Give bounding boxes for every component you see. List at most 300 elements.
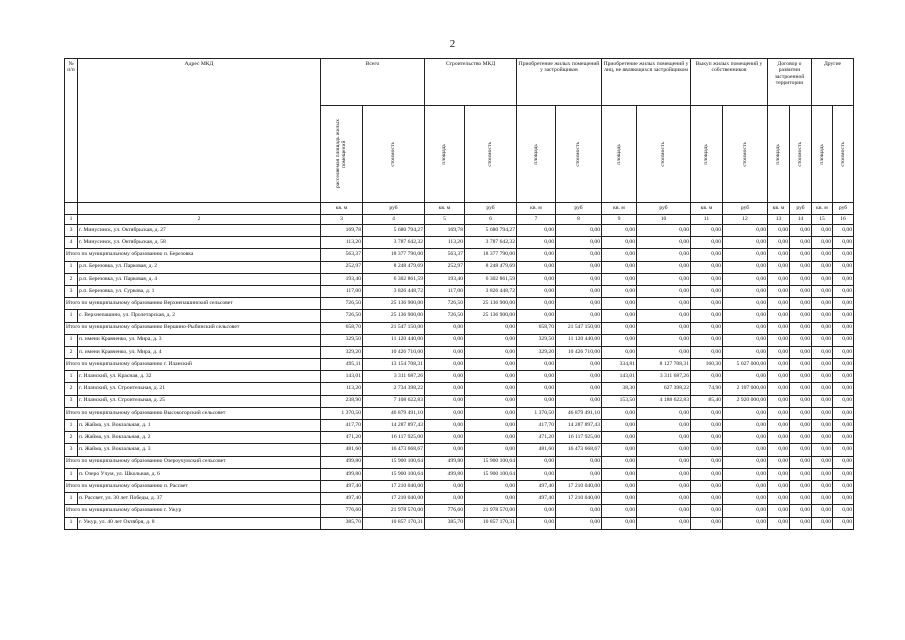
value-cell: 0,00 [812,359,833,371]
value-cell: 0,00 [556,395,602,407]
value-cell: 113,20 [425,237,465,249]
column-number-cell: 1 [65,215,78,225]
subtotal-row [65,322,854,334]
unit-cell: кв. м [321,203,363,215]
value-cell: 0,00 [517,395,556,407]
resettlement-table [64,58,854,530]
header-sub-label: расселяемая площадь жилых помещений [335,119,348,189]
value-cell: 0,00 [517,261,556,273]
value-cell: 21 978 570,00 [363,505,425,517]
header-sub-cell [321,106,363,203]
value-cell: 0,00 [602,420,637,432]
value-cell: 0,00 [768,395,790,407]
value-cell: 0,00 [790,493,812,505]
value-cell: 3 311 687,26 [363,371,425,383]
value-cell: 21 978 570,00 [465,505,517,517]
header-sub-cell [517,106,556,203]
value-cell: 11 120 440,00 [556,334,602,346]
value-cell: 0,00 [556,298,602,310]
value-cell: 5 680 794,27 [363,225,425,237]
value-cell: 0,00 [812,395,833,407]
value-cell: 17 210 040,00 [363,493,425,505]
value-cell: 0,00 [790,444,812,456]
value-cell: 0,00 [637,298,691,310]
header-group-developer-purchase: Приобретение жилых помещений у застройщиков [517,59,602,106]
subtotal-row [65,249,854,261]
value-cell: 0,00 [790,225,812,237]
value-cell: 0,00 [465,444,517,456]
table-row [65,444,854,456]
value-cell: 21 547 150,00 [363,322,425,334]
value-cell: 471,20 [321,432,363,444]
subtotal-label: Итого по муниципальному образованию г. Иланский [65,359,321,371]
subtotal-label: Итого по муниципальному образованию Высокогорский сельсовет [65,407,321,419]
value-cell: 113,20 [321,383,363,395]
value-cell: 0,00 [465,371,517,383]
value-cell: 0,00 [768,359,790,371]
value-cell: 0,00 [602,273,637,285]
value-cell: 85,40 [691,395,723,407]
value-cell: 0,00 [812,298,833,310]
table-row [65,395,854,407]
unit-cell-empty [78,203,321,215]
value-cell: 0,00 [691,298,723,310]
value-cell: 169,78 [321,225,363,237]
value-cell: 0,00 [602,310,637,322]
value-cell: 0,00 [833,395,854,407]
value-cell: 0,00 [833,480,854,492]
value-cell: 0,00 [691,322,723,334]
value-cell: 0,00 [812,493,833,505]
value-cell: 0,00 [723,334,768,346]
header-sub-cell [790,106,812,203]
value-cell: 0,00 [425,432,465,444]
value-cell: 0,00 [812,249,833,261]
value-cell: 0,00 [465,432,517,444]
value-cell: 0,00 [425,322,465,334]
value-cell: 0,00 [833,346,854,358]
value-cell: 0,00 [723,420,768,432]
value-cell: 0,00 [556,383,602,395]
value-cell: 329,20 [321,346,363,358]
value-cell: 471,20 [517,432,556,444]
value-cell: 0,00 [812,432,833,444]
value-cell: 0,00 [833,261,854,273]
table-body [65,225,854,530]
address-cell: г. Минусинск, ул. Октябрьская, д. 27 [78,225,321,237]
value-cell: 0,00 [768,225,790,237]
value-cell: 0,00 [691,334,723,346]
table-row [65,468,854,480]
row-number: 1 [65,517,78,529]
value-cell: 329,50 [517,334,556,346]
unit-cell: руб [465,203,517,215]
value-cell: 481,60 [321,444,363,456]
value-cell: 0,00 [425,493,465,505]
value-cell: 0,00 [790,346,812,358]
value-cell: 0,00 [465,493,517,505]
value-cell: 0,00 [691,456,723,468]
header-sub-label: стоимость [660,141,667,167]
address-cell: г. Иланский, ул. Строительная, д. 25 [78,395,321,407]
value-cell: 0,00 [556,285,602,297]
value-cell: 0,00 [556,261,602,273]
address-cell: п. имени Кравченко, ул. Мира, д. 3 [78,334,321,346]
value-cell: 499,80 [321,456,363,468]
header-group-nondeveloper-purchase: Приобретение жилых помещений у лиц, не являющихся застройщиком [602,59,691,106]
unit-cell: руб [637,203,691,215]
value-cell: 334,81 [602,359,637,371]
header-number-row [65,215,854,225]
header-group-owner-buyout: Выкуп жилых помещений у собственников [691,59,768,106]
address-cell: п. Жайма, ул. Вокзальная, д. 1 [78,420,321,432]
header-sub-cell [812,106,833,203]
value-cell: 0,00 [465,322,517,334]
value-cell: 0,00 [723,407,768,419]
value-cell: 0,00 [790,395,812,407]
value-cell: 25 136 900,00 [363,298,425,310]
row-number: 1 [65,493,78,505]
value-cell: 17 210 040,00 [363,480,425,492]
value-cell: 3 787 642,32 [363,237,425,249]
value-cell: 0,00 [833,383,854,395]
value-cell: 658,70 [321,322,363,334]
value-cell: 0,00 [556,225,602,237]
header-sub-cell [723,106,768,203]
value-cell: 2 734 398,22 [363,383,425,395]
row-number: 1 [65,420,78,432]
value-cell: 0,00 [790,371,812,383]
value-cell: 0,00 [833,505,854,517]
value-cell: 0,00 [723,225,768,237]
value-cell: 0,00 [768,517,790,529]
value-cell: 0,00 [768,432,790,444]
value-cell: 0,00 [637,237,691,249]
row-number: 4 [65,237,78,249]
header-sub-cell [602,106,637,203]
value-cell: 117,00 [425,285,465,297]
value-cell: 0,00 [602,298,637,310]
value-cell: 0,00 [723,310,768,322]
row-number: 1 [65,334,78,346]
header-group-territory-agreement: Договор о развитии застроенной территории [768,59,812,106]
value-cell: 0,00 [723,346,768,358]
value-cell: 0,00 [812,420,833,432]
value-cell: 499,80 [321,468,363,480]
value-cell: 0,00 [723,371,768,383]
value-cell: 2 107 000,00 [723,383,768,395]
row-number: 1 [65,371,78,383]
value-cell: 0,00 [812,346,833,358]
column-number-cell: 3 [321,215,363,225]
value-cell: 0,00 [790,383,812,395]
value-cell: 17 210 040,00 [556,480,602,492]
value-cell: 143,01 [602,371,637,383]
address-cell: п. Жайма, ул. Вокзальная, д. 2 [78,432,321,444]
subtotal-label: Итого по муниципальному образованию Озероучумский сельсовет [65,456,321,468]
value-cell: 15 900 100,64 [363,456,425,468]
table-row [65,237,854,249]
value-cell: 0,00 [517,468,556,480]
column-number-cell: 9 [602,215,637,225]
header-sub-label: площадь [441,143,448,165]
table-row [65,383,854,395]
header-group-row [65,59,854,106]
value-cell: 0,00 [812,407,833,419]
value-cell: 0,00 [812,273,833,285]
value-cell: 0,00 [833,432,854,444]
column-number-cell: 16 [833,215,854,225]
value-cell: 3 826 448,72 [465,285,517,297]
unit-cell: руб [833,203,854,215]
value-cell: 0,00 [637,225,691,237]
value-cell: 25 136 900,00 [465,310,517,322]
column-number-cell: 6 [465,215,517,225]
header-sub-label: стоимость [797,141,804,167]
table-row [65,273,854,285]
value-cell: 0,00 [517,298,556,310]
value-cell: 0,00 [768,285,790,297]
value-cell: 0,00 [768,249,790,261]
value-cell: 0,00 [790,322,812,334]
value-cell: 497,40 [517,480,556,492]
value-cell: 0,00 [723,285,768,297]
value-cell: 0,00 [723,493,768,505]
subtotal-label: Итого по муниципальному образованию п. Рассвет [65,480,321,492]
value-cell: 0,00 [691,493,723,505]
address-cell: с. Верхнепашино, ул. Пролетарская, д. 2 [78,310,321,322]
table-row [65,517,854,529]
value-cell: 0,00 [691,273,723,285]
value-cell: 0,00 [691,371,723,383]
value-cell: 1 370,50 [517,407,556,419]
address-cell: г. Минусинск, ул. Октябрьская, д. 58 [78,237,321,249]
value-cell: 0,00 [790,432,812,444]
value-cell: 0,00 [723,444,768,456]
value-cell: 499,80 [425,456,465,468]
value-cell: 0,00 [691,261,723,273]
value-cell: 0,00 [517,249,556,261]
value-cell: 0,00 [812,371,833,383]
value-cell: 726,50 [425,310,465,322]
column-number-cell: 15 [812,215,833,225]
address-cell: р.п. Березовка, ул. Парковая, д. 4 [78,273,321,285]
address-cell: г. Иланский, ул. Строительная, д. 21 [78,383,321,395]
value-cell: 16 473 668,67 [363,444,425,456]
value-cell: 0,00 [768,237,790,249]
value-cell: 329,20 [517,346,556,358]
address-cell: п. Рассвет, ул. 30 лет Победы, д. 37 [78,493,321,505]
value-cell: 0,00 [768,505,790,517]
value-cell: 0,00 [812,505,833,517]
header-group-total: Всего [321,59,425,106]
value-cell: 0,00 [425,334,465,346]
value-cell: 499,80 [425,468,465,480]
value-cell: 0,00 [768,444,790,456]
value-cell: 7 108 622,83 [363,395,425,407]
value-cell: 18 377 790,00 [465,249,517,261]
value-cell: 726,50 [321,298,363,310]
value-cell: 15 900 100,64 [465,468,517,480]
value-cell: 0,00 [517,310,556,322]
row-number: 3 [65,395,78,407]
row-number: 2 [65,432,78,444]
value-cell: 0,00 [833,517,854,529]
value-cell: 193,40 [425,273,465,285]
value-cell: 0,00 [556,249,602,261]
value-cell: 0,00 [691,407,723,419]
value-cell: 0,00 [602,517,637,529]
value-cell: 0,00 [790,310,812,322]
unit-cell: кв. м [691,203,723,215]
subtotal-row [65,505,854,517]
value-cell: 0,00 [833,249,854,261]
value-cell: 0,00 [602,261,637,273]
unit-cell: кв. м [812,203,833,215]
header-sub-cell [363,106,425,203]
value-cell: 6 302 861,59 [465,273,517,285]
value-cell: 0,00 [637,444,691,456]
value-cell: 0,00 [425,371,465,383]
value-cell: 0,00 [602,334,637,346]
value-cell: 0,00 [833,322,854,334]
value-cell: 0,00 [723,261,768,273]
value-cell: 0,00 [602,285,637,297]
value-cell: 385,70 [425,517,465,529]
value-cell: 18 377 790,00 [363,249,425,261]
value-cell: 16 473 668,67 [556,444,602,456]
value-cell: 0,00 [465,346,517,358]
value-cell: 0,00 [833,285,854,297]
value-cell: 0,00 [517,383,556,395]
row-number: 1 [65,310,78,322]
column-number-cell: 7 [517,215,556,225]
value-cell: 0,00 [637,322,691,334]
header-sub-cell [556,106,602,203]
subtotal-row [65,456,854,468]
column-number-cell: 2 [78,215,321,225]
value-cell: 0,00 [465,407,517,419]
value-cell: 0,00 [691,480,723,492]
value-cell: 0,00 [602,407,637,419]
value-cell: 0,00 [790,249,812,261]
header-sub-label: стоимость [487,141,494,167]
subtotal-label: Итого по муниципальному образованию п. Березовка [65,249,321,261]
value-cell: 563,37 [321,249,363,261]
value-cell: 0,00 [556,468,602,480]
value-cell: 0,00 [517,456,556,468]
unit-cell: кв. м [602,203,637,215]
value-cell: 0,00 [637,480,691,492]
value-cell: 627 398,22 [637,383,691,395]
value-cell: 658,70 [517,322,556,334]
value-cell: 417,70 [517,420,556,432]
value-cell: 0,00 [517,371,556,383]
value-cell: 11 120 440,00 [363,334,425,346]
value-cell: 0,00 [556,359,602,371]
value-cell: 252,97 [321,261,363,273]
value-cell: 0,00 [425,395,465,407]
value-cell: 0,00 [790,359,812,371]
value-cell: 0,00 [790,468,812,480]
table-row [65,420,854,432]
address-cell: п. имени Кравченко, ул. Мира, д. 4 [78,346,321,358]
value-cell: 0,00 [602,444,637,456]
value-cell: 0,00 [425,420,465,432]
value-cell: 0,00 [602,480,637,492]
header-sub-label: стоимость [575,141,582,167]
value-cell: 0,00 [723,237,768,249]
unit-cell-empty [65,203,78,215]
subtotal-label: Итого по муниципальному образованию г. Ужур [65,505,321,517]
value-cell: 6 302 861,59 [363,273,425,285]
header-sub-cell [465,106,517,203]
value-cell: 0,00 [425,480,465,492]
address-cell: р.п. Березовка, ул. Суркова, д. 1 [78,285,321,297]
value-cell: 0,00 [723,517,768,529]
value-cell: 0,00 [768,468,790,480]
value-cell: 0,00 [691,420,723,432]
header-sub-cell [833,106,854,203]
value-cell: 0,00 [637,310,691,322]
value-cell: 417,70 [321,420,363,432]
value-cell: 0,00 [637,505,691,517]
column-number-cell: 10 [637,215,691,225]
value-cell: 0,00 [833,237,854,249]
value-cell: 2 920 000,00 [723,395,768,407]
value-cell: 0,00 [556,310,602,322]
value-cell: 0,00 [723,480,768,492]
value-cell: 10 426 710,00 [556,346,602,358]
subtotal-label: Итого по муниципальному образованию Верхнепашинский сельсовет [65,298,321,310]
value-cell: 0,00 [691,517,723,529]
value-cell: 0,00 [768,493,790,505]
value-cell: 0,00 [691,249,723,261]
value-cell: 0,00 [833,468,854,480]
value-cell: 0,00 [833,407,854,419]
value-cell: 0,00 [425,346,465,358]
value-cell: 0,00 [602,432,637,444]
value-cell: 252,97 [425,261,465,273]
value-cell: 0,00 [465,420,517,432]
value-cell: 0,00 [790,261,812,273]
value-cell: 0,00 [691,285,723,297]
value-cell: 153,50 [602,395,637,407]
value-cell: 0,00 [833,493,854,505]
value-cell: 3 787 642,32 [465,237,517,249]
unit-cell: кв. м [517,203,556,215]
value-cell: 497,40 [321,480,363,492]
value-cell: 0,00 [768,334,790,346]
column-number-cell: 5 [425,215,465,225]
value-cell: 0,00 [425,407,465,419]
value-cell: 8 127 708,31 [637,359,691,371]
value-cell: 0,00 [723,505,768,517]
header-sub-cell [425,106,465,203]
value-cell: 0,00 [691,444,723,456]
value-cell: 497,40 [517,493,556,505]
subtotal-row [65,298,854,310]
subtotal-row [65,407,854,419]
header-sub-label: площадь [703,143,710,165]
address-cell: р.п. Березовка, ул. Парковая, д. 2 [78,261,321,273]
value-cell: 0,00 [812,310,833,322]
value-cell: 0,00 [517,273,556,285]
value-cell: 0,00 [833,334,854,346]
value-cell: 0,00 [833,225,854,237]
value-cell: 0,00 [602,456,637,468]
value-cell: 0,00 [517,237,556,249]
